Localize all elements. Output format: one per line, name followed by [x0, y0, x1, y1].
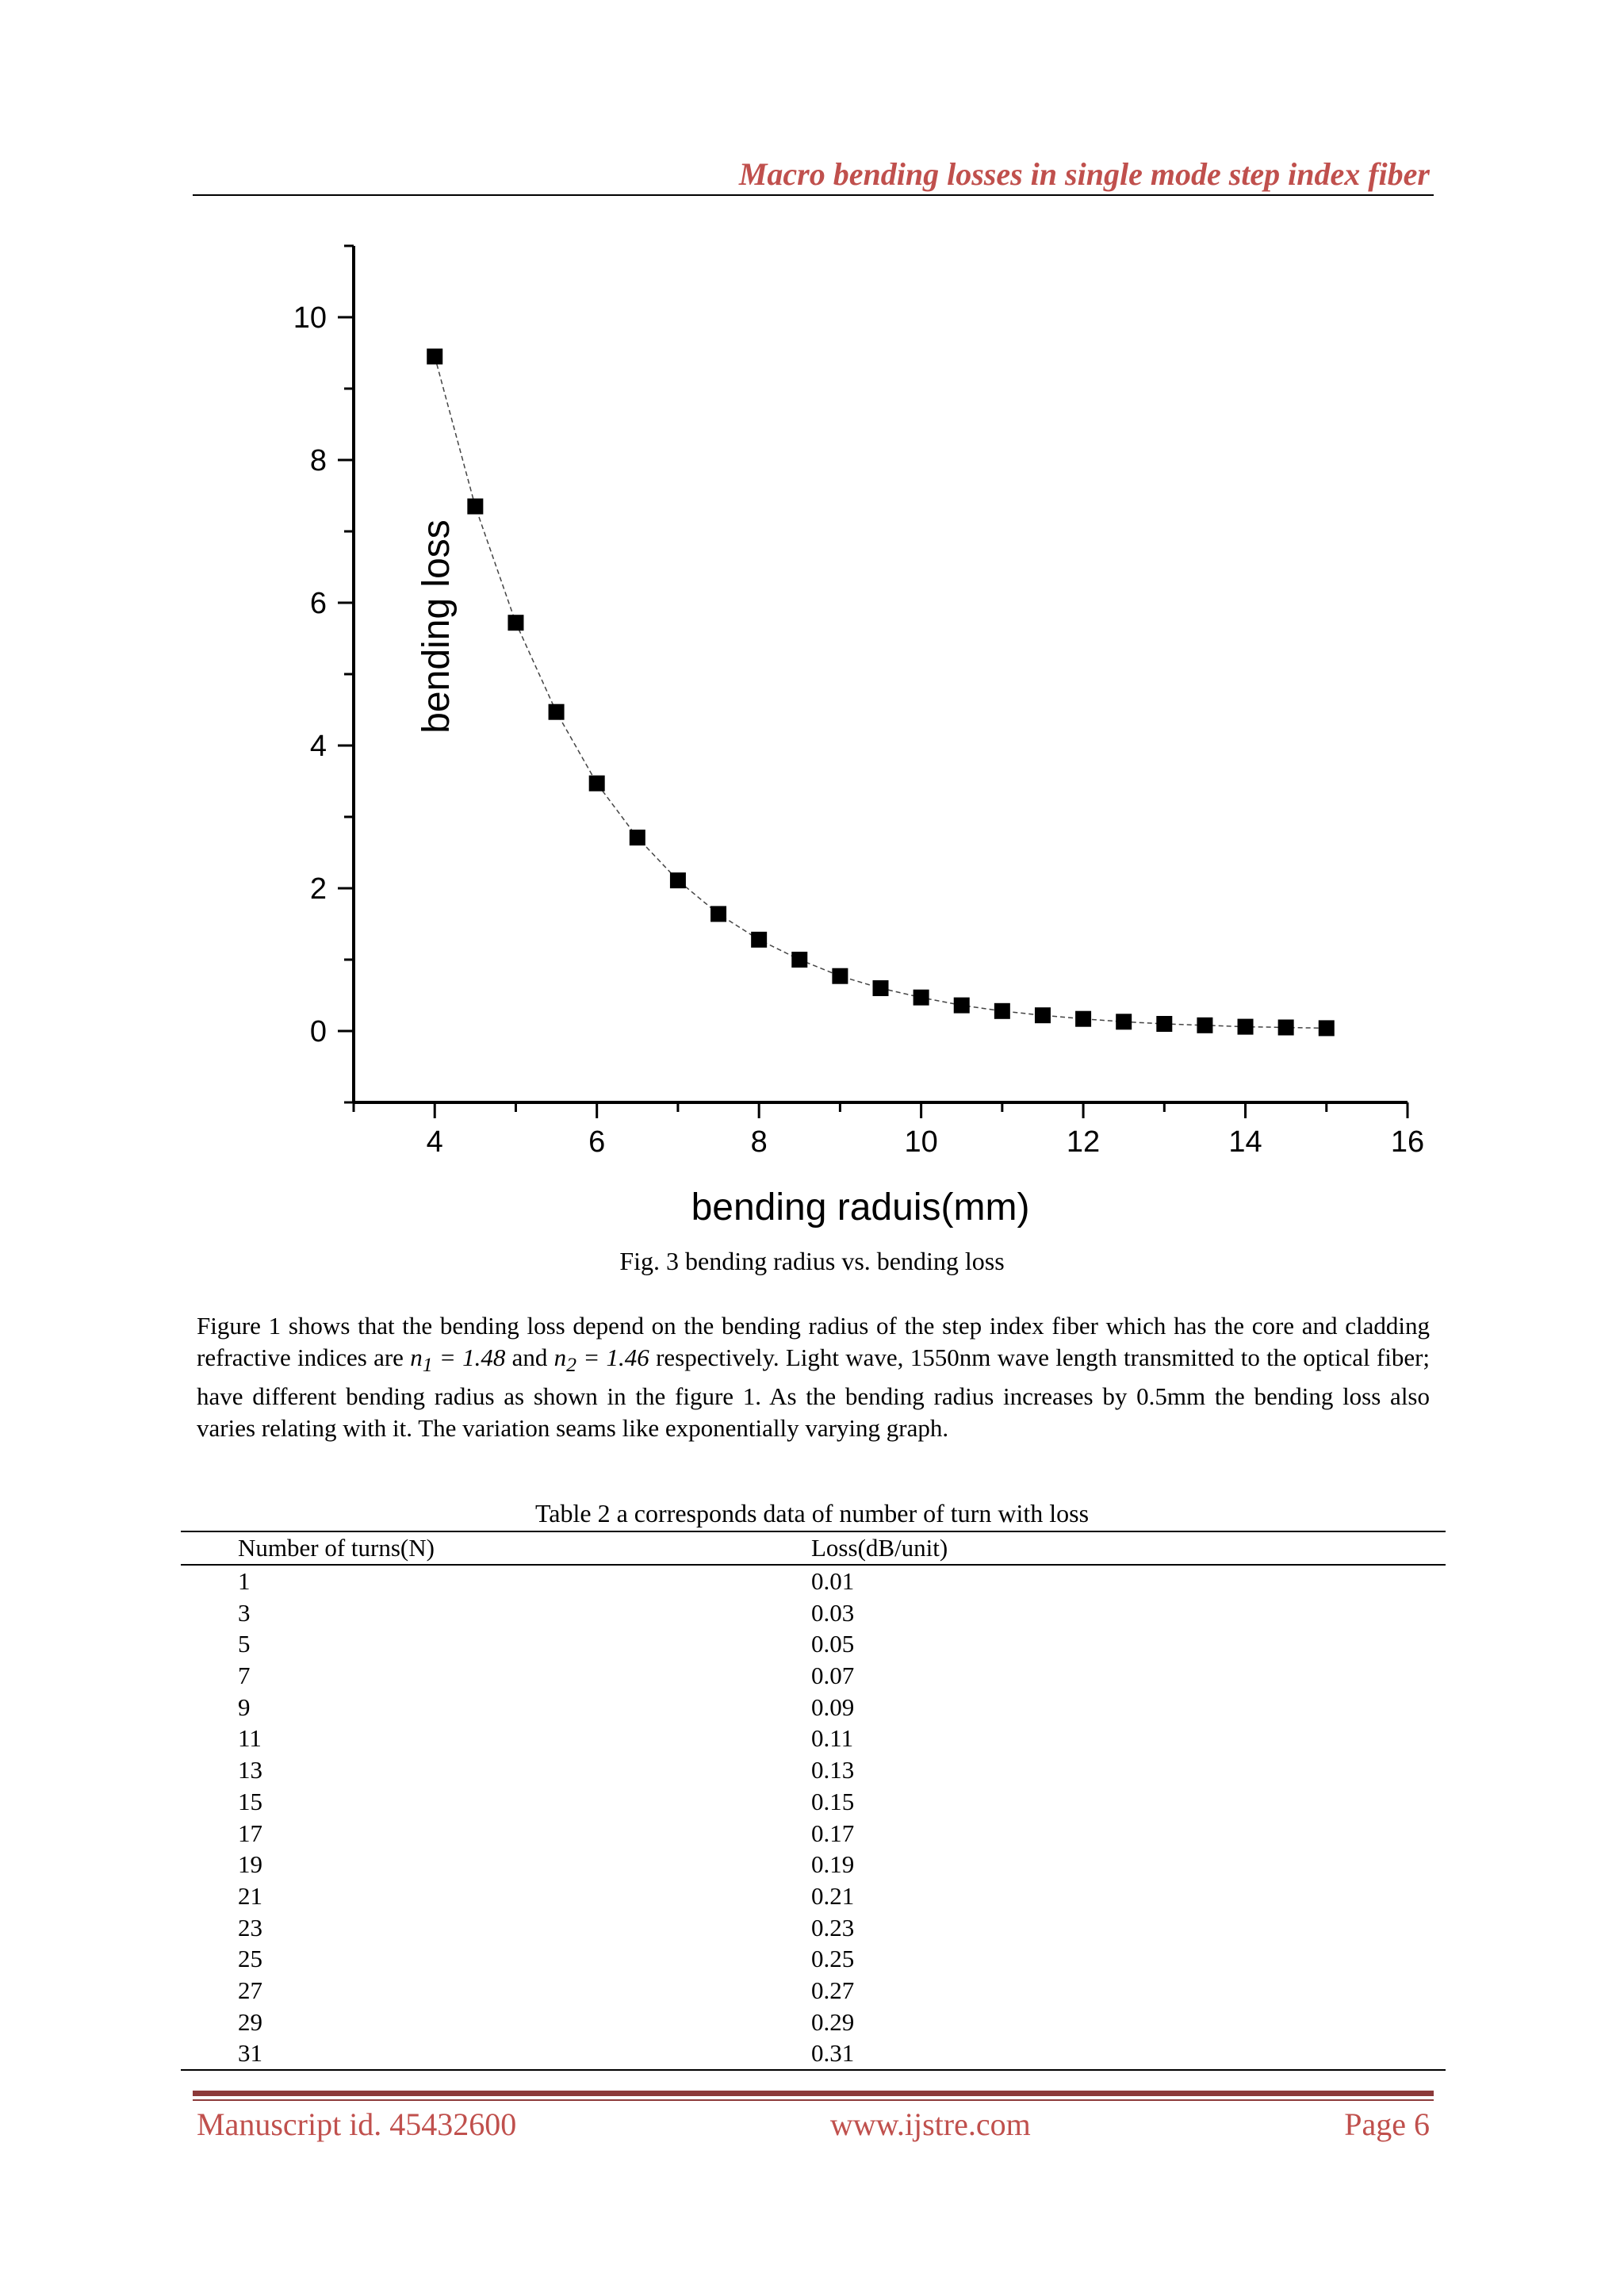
cell-turns: 5: [238, 1630, 251, 1658]
cell-turns: 11: [238, 1724, 262, 1753]
bending-loss-chart: [190, 230, 1459, 1245]
para-and: and: [505, 1343, 554, 1371]
cell-loss: 0.29: [811, 2007, 855, 2036]
table-row: [181, 1566, 1446, 1597]
page-footer: [197, 2106, 1430, 2143]
cell-turns: 29: [238, 2007, 262, 2036]
data-point: [873, 980, 889, 996]
data-point: [1035, 1007, 1051, 1023]
data-table: [181, 1531, 1446, 2071]
para-text-2: respectively. Light wave, 1550nm wave length transmitted to the optical fiber; have different bending radius as shown in the figure 1. As the bending radius increases by 0.5mm the bending loss also varies relating with it. The variation seams like exponentially varying graph.: [197, 1343, 1431, 1443]
data-point: [427, 349, 442, 365]
table-bottom-rule: [181, 2069, 1446, 2071]
cell-loss: 0.11: [811, 1724, 854, 1753]
x-tick-label: 14: [1228, 1125, 1262, 1159]
data-point: [549, 704, 565, 720]
table-header-turns: Number of turns(N): [238, 1534, 435, 1562]
data-point: [589, 776, 605, 792]
cell-loss: 0.01: [811, 1567, 855, 1595]
table-row: [181, 1692, 1446, 1723]
x-tick-label: 6: [588, 1125, 606, 1159]
table-body: [181, 1566, 1446, 2069]
cell-loss: 0.05: [811, 1630, 855, 1658]
y-tick-label: 4: [309, 730, 327, 763]
y-tick-label: 8: [309, 444, 327, 477]
cell-turns: 3: [238, 1598, 251, 1627]
cell-loss: 0.19: [811, 1850, 855, 1879]
chart-series: [427, 349, 1335, 1037]
data-point: [1319, 1020, 1335, 1036]
cell-turns: 17: [238, 1819, 262, 1847]
data-point: [508, 615, 523, 631]
cell-loss: 0.03: [811, 1598, 855, 1627]
cell-loss: 0.13: [811, 1756, 855, 1784]
y-tick-label: 10: [293, 301, 327, 335]
table-row: [181, 1975, 1446, 2007]
data-point: [467, 499, 483, 515]
footer-rule-thick: [193, 2091, 1434, 2096]
cell-turns: 31: [238, 2039, 262, 2068]
header-rule: [193, 194, 1434, 196]
table-row: [181, 1849, 1446, 1880]
data-point: [994, 1003, 1010, 1019]
data-point: [1156, 1016, 1172, 1032]
table-row: [181, 1818, 1446, 1849]
cell-loss: 0.15: [811, 1787, 855, 1815]
table-row: [181, 1786, 1446, 1818]
cell-turns: 7: [238, 1662, 251, 1690]
table-row: [181, 1880, 1446, 1912]
table-row: [181, 2037, 1446, 2069]
series-line: [435, 357, 1327, 1029]
footer-website: www.ijstre.com: [829, 2106, 1031, 2142]
var-n2: $n_2 = 1.46$: [553, 1343, 649, 1377]
table-header-row: [181, 1532, 1446, 1564]
data-point: [1116, 1014, 1132, 1029]
cell-turns: 9: [238, 1692, 251, 1721]
cell-turns: 13: [238, 1756, 262, 1784]
data-point: [751, 932, 767, 948]
cell-loss: 0.25: [811, 1945, 855, 1973]
table-row: [181, 2007, 1446, 2038]
data-point: [710, 906, 726, 922]
data-point: [630, 830, 645, 845]
cell-loss: 0.07: [811, 1662, 855, 1690]
cell-turns: 21: [238, 1881, 262, 1910]
var-n1: $n_1 = 1.48$: [410, 1343, 506, 1377]
running-title: Macro bending losses in single mode step index fiber: [738, 156, 1430, 192]
table-caption: Table 2 a corresponds data of number of turn with loss: [534, 1499, 1090, 1527]
footer-page-number: Page 6: [1344, 2106, 1430, 2142]
table-row: [181, 1597, 1446, 1629]
y-tick-label: 2: [309, 872, 327, 906]
table-row: [181, 1723, 1446, 1754]
data-point: [954, 998, 970, 1014]
body-paragraph: [197, 1310, 1430, 1444]
table-row: [181, 1660, 1446, 1692]
cell-loss: 0.17: [811, 1819, 855, 1847]
footer-rule-thin: [193, 2099, 1434, 2101]
y-tick-label: 0: [309, 1015, 327, 1048]
chart-y-label: bending loss: [416, 519, 458, 734]
data-point: [670, 872, 686, 888]
para-text-1: Figure 1 shows that the bending loss depend on the bending radius of the step index fiber which has the core and cladding refractive indices are: [197, 1312, 1430, 1371]
data-point: [1075, 1011, 1091, 1027]
cell-turns: 23: [238, 1913, 262, 1941]
y-tick-label: 6: [309, 587, 327, 620]
x-tick-label: 12: [1066, 1125, 1101, 1159]
table-header-loss: Loss(dB/unit): [811, 1534, 948, 1562]
cell-turns: 15: [238, 1787, 262, 1815]
cell-turns: 1: [238, 1567, 251, 1595]
table-row: [181, 1754, 1446, 1786]
cell-loss: 0.27: [811, 1976, 855, 2004]
cell-loss: 0.31: [811, 2039, 855, 2068]
data-point: [791, 952, 807, 968]
data-point: [1238, 1019, 1254, 1035]
data-point: [832, 968, 848, 984]
cell-turns: 19: [238, 1850, 262, 1879]
cell-turns: 27: [238, 1976, 262, 2004]
cell-loss: 0.09: [811, 1692, 855, 1721]
cell-loss: 0.21: [811, 1881, 855, 1910]
data-point: [1197, 1018, 1212, 1033]
chart-tick-labels: [293, 301, 1424, 1159]
data-point: [914, 990, 929, 1006]
figure-caption: Fig. 3 bending radius vs. bending loss: [619, 1247, 1005, 1275]
table-row: [181, 1943, 1446, 1975]
table-row: [181, 1912, 1446, 1944]
chart-x-label: bending raduis(mm): [691, 1186, 1030, 1228]
footer-manuscript-id: Manuscript id. 45432600: [197, 2106, 517, 2142]
x-tick-label: 16: [1390, 1125, 1425, 1159]
chart-axes: [353, 246, 1408, 1103]
x-tick-label: 4: [426, 1125, 443, 1159]
x-tick-label: 10: [904, 1125, 938, 1159]
data-point: [1278, 1020, 1294, 1036]
x-tick-label: 8: [750, 1125, 768, 1159]
cell-turns: 25: [238, 1945, 262, 1973]
cell-loss: 0.23: [811, 1913, 855, 1941]
table-row: [181, 1628, 1446, 1660]
